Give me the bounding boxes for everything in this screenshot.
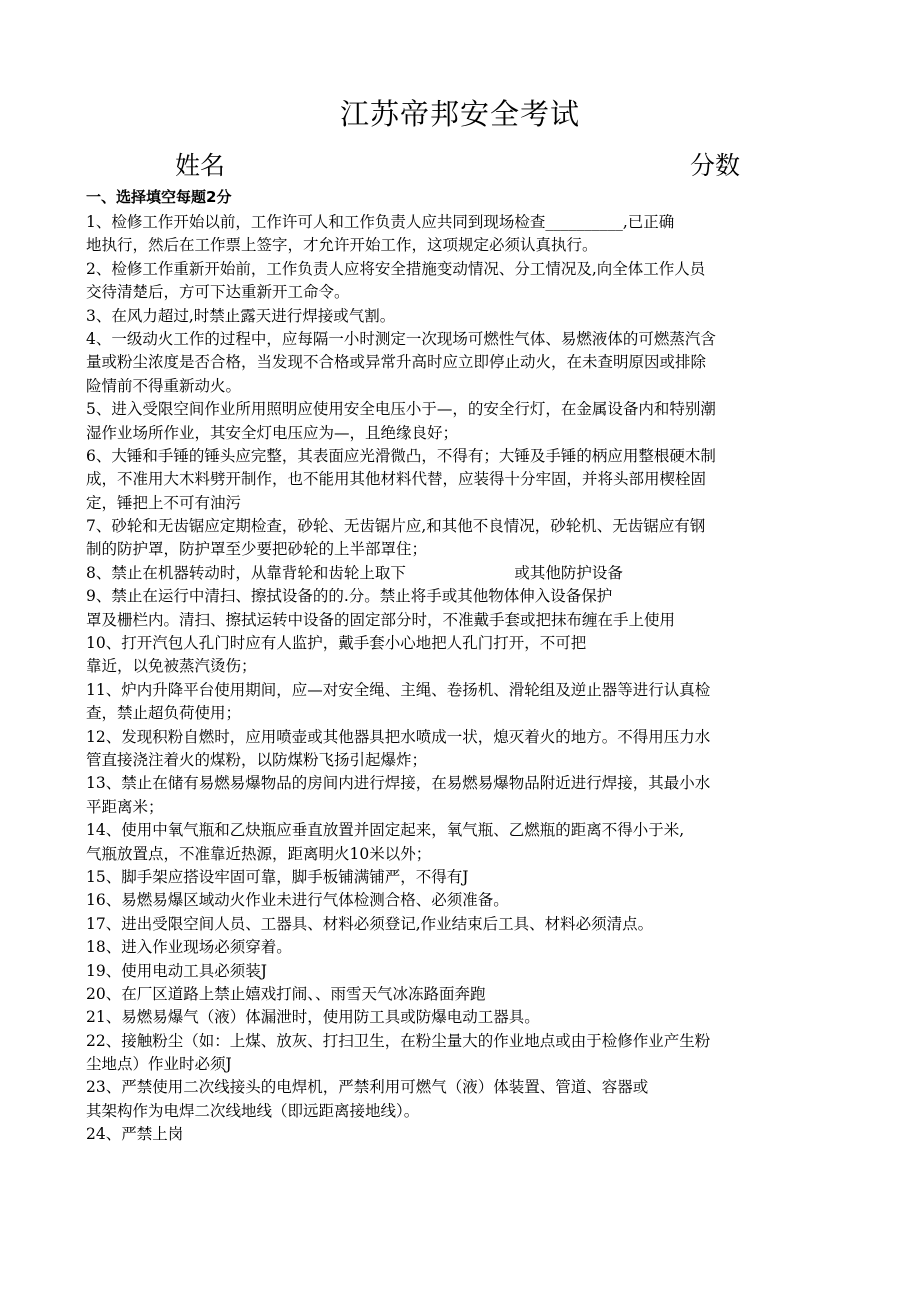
question-line: 19、使用电动工具必须装J — [86, 961, 267, 980]
question-line: 17、进出受限空间人员、工器具、材料必须登记,作业结束后工具、材料必须清点。 — [86, 914, 654, 933]
question-line: 2、检修工作重新开始前，工作负责人应将安全措施变动情况、分工情况及,向全体工作人员 — [86, 259, 706, 278]
question-line: 靠近，以免被蒸汽烫伤； — [86, 657, 257, 676]
question-line: 23、严禁使用二次线接头的电焊机，严禁利用可燃气（液）体装置、管道、容器或 — [86, 1078, 649, 1097]
question-line: 险情前不得重新动火。 — [86, 376, 242, 395]
question-line: 4、一级动火工作的过程中，应每隔一小时测定一次现场可燃性气体、易燃液体的可燃蒸汽含 — [86, 329, 716, 348]
question-line: 1、检修工作开始以前，工作许可人和工作负责人应共同到现场检查__________,已正确 — [86, 213, 675, 231]
question-line: 21、易燃易爆气（液）体漏泄时，使用防工具或防爆电动工器具。 — [86, 1008, 540, 1027]
score-label: 分数 — [690, 151, 741, 180]
question-line: 20、在厂区道路上禁止嬉戏打闹、、雨雪天气冰冻路面奔跑 — [86, 984, 486, 1003]
question-line: 湿作业场所作业，其安全灯电压应为—，且绝缘良好； — [86, 423, 459, 442]
question-line: 成，不准用大木料劈开制作，也不能用其他材料代替，应装得十分牢固，并将头部用楔栓固 — [86, 470, 707, 489]
page-title: 江苏帝邦安全考试 — [339, 97, 580, 131]
question-line: 罩及栅栏内。清扫、擦拭运转中设备的固定部分时，不准戴手套或把抹布缠在手上使用 — [86, 610, 676, 629]
question-line: 13、禁止在储有易燃易爆物品的房间内进行焊接，在易燃易爆物品附近进行焊接，其最小水 — [86, 774, 711, 793]
question-line: 7、砂轮和无齿锯应定期检查，砂轮、无齿锯片应,和其他不良情况，砂轮机、无齿锯应有钢 — [86, 517, 706, 536]
question-line: 5、进入受限空间作业所用照明应使用安全电压小于—，的安全行灯，在金属设备内和特别潮 — [86, 400, 716, 419]
question-line: 18、进入作业现场必须穿着。 — [86, 938, 292, 957]
question-line: 尘地点）作业时必须J — [86, 1055, 232, 1074]
question-line: 查，禁止超负荷使用； — [86, 704, 242, 723]
question-line: 定，锤把上不可有油污 — [86, 493, 242, 512]
question-line: 制的防护罩，防护罩至少要把砂轮的上半部罩住； — [86, 540, 428, 559]
question-line: 其架构作为电焊二次线地线（即远距离接地线）。 — [86, 1101, 420, 1120]
section-heading: 一、选择填空每题2分 — [86, 188, 232, 206]
question-line: 14、使用中氧气瓶和乙炔瓶应垂直放置并固定起来，氧气瓶、乙燃瓶的距离不得小于米, — [86, 821, 685, 840]
question-line: 3、在风力超过,时禁止露天进行焊接或气割。 — [86, 306, 396, 325]
question-line: 16、易燃易爆区域动火作业未进行气体检测合格、必须准备。 — [86, 891, 509, 910]
question-list — [86, 211, 846, 1147]
question-line: 平距离米； — [86, 797, 164, 816]
question-line: 气瓶放置点，不准靠近热源，距离明火10米以外； — [86, 844, 432, 863]
question-line: 22、接触粉尘（如：上煤、放灰、打扫卫生，在粉尘量大的作业地点或由于检修作业产生粉 — [86, 1031, 711, 1050]
question-line: 12、发现积粉自燃时，应用喷壶或其他器具把水喷成一状，熄灭着火的地方。不得用压力水 — [86, 727, 711, 746]
question-line: 6、大锤和手锤的锤头应完整，其表面应光滑微凸，不得有；大锤及手锤的柄应用整根硬木制 — [86, 446, 716, 465]
question-line: 24、严禁上岗 — [86, 1125, 184, 1144]
name-label: 姓名 — [175, 151, 226, 180]
question-line: 15、脚手架应搭设牢固可靠，脚手板铺满铺严，不得有J — [86, 867, 469, 886]
question-line: 量或粉尘浓度是否合格，当发现不合格或异常升高时应立即停止动火，在未查明原因或排除 — [86, 353, 707, 372]
question-line: 交待清楚后，方可下达重新开工命令。 — [86, 283, 350, 302]
question-line: 管直接浇注着火的煤粉，以防煤粉飞扬引起爆炸； — [86, 750, 428, 769]
question-line: 11、炉内升降平台使用期间，应—对安全绳、主绳、卷扬机、滑轮组及逆止器等进行认真检 — [86, 680, 711, 699]
question-line: 地执行，然后在工作票上签字，才允许开始工作，这项规定必须认真执行。 — [86, 236, 598, 255]
question-line: 10、打开汽包人孔门时应有人监护，戴手套小心地把人孔门打开，不可把 — [86, 634, 587, 653]
question-line: 9、禁止在运行中清扫、擦拭设备的的.分。禁止将手或其他物体伸入设备保护 — [86, 587, 613, 606]
question-line: 8、禁止在机器转动时，从靠背轮和齿轮上取下 或其他防护设备 — [86, 563, 623, 582]
